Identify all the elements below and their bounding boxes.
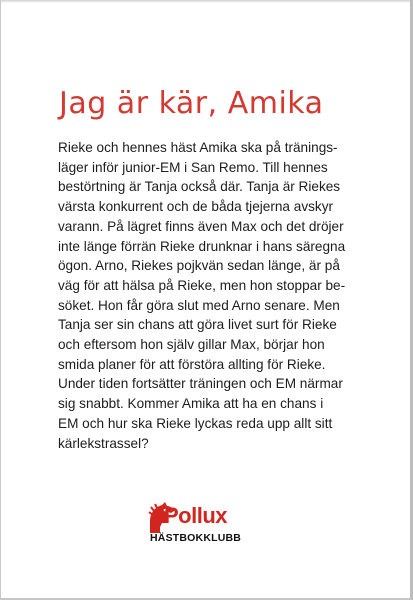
scan-edge (1, 0, 410, 3)
publisher-logo (146, 501, 256, 553)
blurb-line: varann. På lägret finns även Max och det dröjer (58, 218, 344, 234)
blurb-line: sig snabbt. Kommer Amika att ha en chans i (58, 396, 324, 412)
blurb-line: värsta konkurrent och de båda tjejerna avskyr (58, 199, 334, 215)
book-title: Jag är kär, Amika (59, 86, 324, 121)
blurb-line: söket. Hon får göra slut med Arno senare. Men (58, 297, 340, 313)
blurb-line: Tanja ser sin chans att göra livet surt för Rieke (58, 317, 337, 333)
blurb-line: EM och hur ska Rieke lyckas reda upp allt sitt (58, 415, 333, 431)
blurb-line: kärlekstrassel? (58, 435, 149, 451)
publisher-subtitle: HÄSTBOKKLUBB (150, 532, 242, 544)
blurb-line: väg för att hälsa på Rieke, men hon stoppar be- (58, 277, 346, 293)
blurb-line: smida planer för att förstöra allting för Rieke. (58, 356, 326, 372)
publisher-name: Pollux (164, 503, 228, 528)
book-blurb (58, 138, 370, 453)
blurb-line: Rieke och hennes häst Amika ska på tränings- (58, 140, 338, 155)
blurb-line: inte länge förrän Rieke drunknar i hans säregna (58, 238, 346, 254)
blurb-line: Under tiden fortsätter träningen och EM närmar (58, 376, 343, 392)
blurb-line: läger inför junior-EM i San Remo. Till hennes (58, 159, 328, 175)
blurb-line: ögon. Arno, Riekes pojkvän sedan länge, är på (58, 258, 340, 274)
blurb-line: och eftersom hon själv gillar Max, börjar hon (58, 337, 325, 353)
blurb-line: bestörtning är Tanja också där. Tanja är Riekes (58, 179, 341, 195)
